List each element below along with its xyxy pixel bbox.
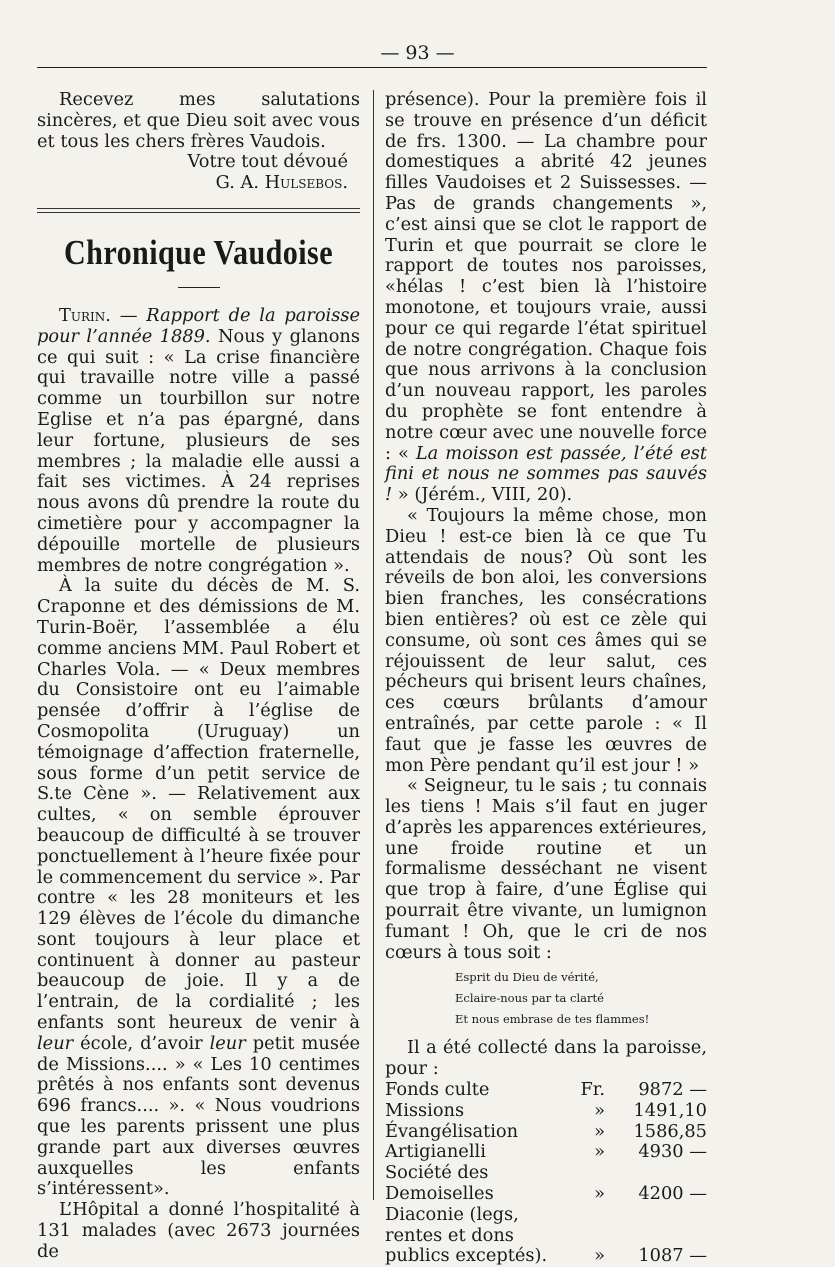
currency-mark: Fr. (580, 1079, 605, 1101)
signature-name: G. A. Hulsebos. (215, 172, 348, 194)
collection-table (385, 1080, 707, 1267)
hymn-line: Eclaire-nous par ta clarté (455, 991, 604, 1006)
paragraph-lament: « Toujours la même chose, mon Dieu ! est-ce bien là ce que Tu attendais de nous? Où sont les réveils de bon aloi, les conversions bien franches, les consécrations bien entières? où est ce zèle qui consume, où sont ces âmes qui se réjouissent de leur salut, ces pécheurs qui brisent leurs chaînes, ces cœurs brûlants d’amour entraînés, par cette parole : « Il faut que je fasse les œuvres de mon Père pendant qu’il est jour ! » (385, 504, 707, 776)
ditto-mark: » (594, 1120, 605, 1142)
place-name: Turin. (59, 304, 111, 326)
paragraph-text: présence). Pour la première fois il se trouve en présence d’un déficit de frs. 1300. — (385, 89, 707, 152)
emphasis: leur (37, 1032, 74, 1054)
collection-label: Société des Demoiselles (385, 1162, 494, 1205)
section-double-rule (37, 208, 360, 213)
header-rule (37, 67, 707, 68)
collection-intro: Il a été collecté dans la paroisse, pour : (385, 1037, 707, 1080)
ditto-mark: » (594, 1141, 605, 1163)
heading-rule (178, 287, 220, 288)
emphasis: leur (209, 1032, 246, 1054)
hymn-verse (455, 967, 707, 1030)
collection-row (385, 1142, 707, 1163)
ditto-mark: » (594, 1245, 605, 1267)
collection-label: Évangélisation (385, 1120, 519, 1142)
collection-amount: 1087 — (638, 1245, 707, 1267)
collection-label: Artigianelli (385, 1141, 486, 1163)
collection-label: Diaconie (legs, rentes et dons publics exceptés). (385, 1203, 548, 1267)
collection-label: Missions (385, 1099, 465, 1121)
paragraph-text: À la suite du décès de M. S. Craponne et des démissions de M. Turin-Boër, l’assemblée a élu comme anciens MM. Paul Robert et Charles Vola. — « Deux membres du Consistoire ont eu l’aimable pensée d’offrir à l’église de Cosmopolita (Uruguay) un témoignage d’affection fraternelle, sous forme d’un petit service de S.te Cène ». — Relativement aux cultes, « on semble éprouver beaucoup de difficulté à se trouver ponctuellement à l’heure fixée pour le commencement du service ». Par contre « les 28 moniteurs et les 129 élèves de l’école du dimanche sont toujours à leur place et continuent à donner au pasteur beaucoup de joie. Il y a de l’entrain, de la cordialité ; les enfants sont heureux de venir à (37, 575, 360, 1034)
letter-closing: Recevez mes salutations sincères, et que Dieu soit avec vous et tous les chers frères Vaudois. (37, 89, 360, 152)
collection-amount: 9872 — (638, 1079, 707, 1101)
collection-amount: 4930 — (638, 1141, 707, 1163)
ditto-mark: » (594, 1099, 605, 1121)
column-divider (373, 90, 374, 1200)
dash: — (110, 304, 147, 326)
bold-text: La chambre pour domestiques a abrité 42 jeunes filles Vaudoises et 2 Suissesses. — Pas de grands changements », c’est ainsi que se clot le rapport de Turin et que pourrait se clore le rapport de toutes nos paroisses, «hélas ! c’est bien là l’histoire monotone, et toujours vraie, aussi pour ce qui regarde l’état spirituel de notre congrégation. Chaque fois que nous arrivons à la conclusion d’un nouveau rapport, les paroles du prophète se font entendre à notre cœur avec une nouvelle force : « (385, 130, 707, 464)
collection-amount: 1491,10 (633, 1099, 707, 1121)
scripture-quote: La moisson est passée, l’été est fini et nous ne sommes pas sauvés ! (385, 442, 707, 506)
page-number: — 93 — (380, 42, 455, 64)
ditto-mark: » (594, 1183, 605, 1205)
paragraph-continued (385, 90, 707, 506)
collection-row (385, 1163, 707, 1205)
collection-row (385, 1101, 707, 1122)
collection-row (385, 1122, 707, 1143)
paragraph-turin-report (37, 306, 360, 576)
collection-row (385, 1080, 707, 1101)
collection-label: Fonds culte (385, 1079, 490, 1101)
signature-line-1: Votre tout dévoué (187, 151, 348, 173)
right-column (385, 90, 707, 1267)
collection-amount: 4200 — (638, 1183, 707, 1205)
paragraph-text: petit musée de Missions.... » « Les 10 centimes prêtés à nos enfants sont devenus 696 francs.... ». « Nous voudrions que les parents prissent une plus grande part aux diverses œuvres auxquelles les enfants s’intéressent». (37, 1032, 360, 1200)
paragraph-hospital: L’Hôpital a donné l’hospitalité à 131 malades (avec 2673 journées de (37, 1199, 360, 1262)
paragraph-elders (37, 576, 360, 1200)
section-heading: Chronique Vaudoise (63, 232, 333, 272)
left-column (37, 90, 360, 1263)
paragraph-text: Nous y glanons ce qui suit : « La crise financière qui travaille notre ville a passé comme un tourbillon sur notre Eglise et n’a pas épargné, dans leur fortune, plusieurs de ses membres ; la maladie elle aussi a fait ses victimes. À 24 reprises nous avons dû prendre la route du cimetière pour y accompagner la dépouille mortelle de plusieurs membres de notre congrégation ». (37, 325, 361, 576)
collection-amount: 1586,85 (633, 1120, 707, 1142)
hymn-line: Esprit du Dieu de vérité, (455, 970, 599, 985)
paragraph-text: » (Jérém., VIII, 20). (392, 484, 573, 506)
paragraph-text: école, d’avoir (73, 1032, 210, 1054)
paragraph-prayer: « Seigneur, tu le sais ; tu connais les tiens ! Mais s’il faut en juger d’après les apparences extérieures, une froide routine et un formalisme desséchant ne visent que trop à faire, d’une Église qui pourrait être vivante, un lumignon fumant ! Oh, que le cri de nos cœurs à tous soit : (385, 775, 707, 963)
report-title: Rapport de la paroisse pour l’année 1889. (37, 304, 361, 347)
hymn-line: Et nous embrase de tes flammes! (455, 1012, 650, 1027)
collection-row (385, 1205, 707, 1267)
